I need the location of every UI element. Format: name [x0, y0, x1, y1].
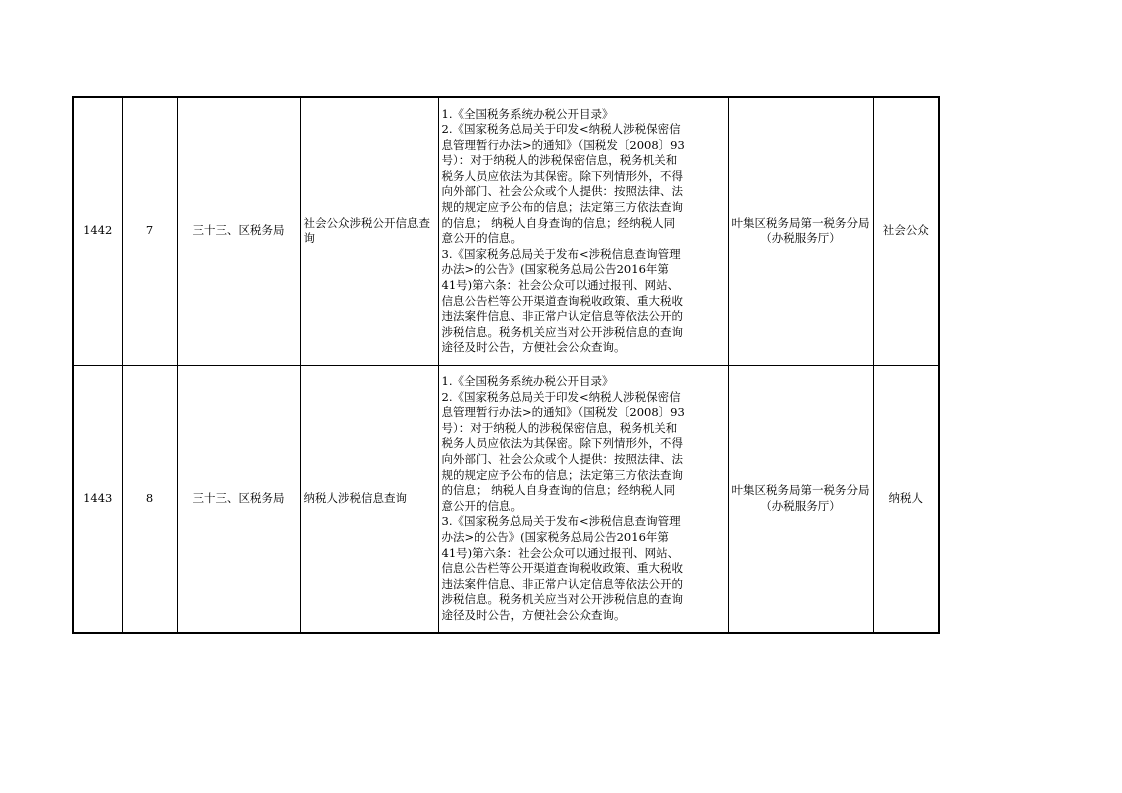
basis-line: 的信息； 纳税人自身查询的信息；经纳税人同: [441, 483, 676, 498]
basis-line: 途径及时公告，方便社会公众查询。: [441, 607, 626, 622]
basis-line: 1.《全国税务系统办税公开目录》: [441, 374, 614, 388]
basis-line: 违法案件信息、非正常户认定信息等依法公开的: [441, 576, 683, 591]
department-cell: 三十三、区税务局: [177, 365, 300, 633]
basis-line: 息管理暂行办法>的通知》（国税发〔2008〕93: [441, 137, 685, 152]
basis-line: 涉税信息。税务机关应当对公开涉税信息的查询: [441, 324, 683, 339]
basis-line: 税务人员应依法为其保密。除下列情形外，不得: [441, 168, 683, 183]
legal-basis-cell: [438, 365, 728, 633]
basis-line: 违法案件信息、非正常户认定信息等依法公开的: [441, 309, 683, 324]
basis-line: 税务人员应依法为其保密。除下列情形外，不得: [441, 436, 683, 451]
basis-line: 信息公告栏等公开渠道查询税收政策、重大税收: [441, 293, 683, 308]
handling-office-cell: 叶集区税务局第一税务分局（办税服务厅）: [728, 97, 873, 365]
department-cell: 三十三、区税务局: [177, 97, 300, 365]
table-row: [73, 97, 939, 365]
basis-line: 号）：对于纳税人的涉税保密信息，税务机关和: [441, 420, 678, 435]
basis-line: 意公开的信息。: [441, 498, 522, 513]
sequence-cell: 8: [122, 365, 177, 633]
target-audience-cell: 纳税人: [873, 365, 939, 633]
basis-line: 41号)第六条：社会公众可以通过报刊、网站、: [441, 545, 680, 560]
basis-line: 41号)第六条：社会公众可以通过报刊、网站、: [441, 278, 680, 293]
basis-line: 意公开的信息。: [441, 231, 522, 246]
target-audience-cell: 社会公众: [873, 97, 939, 365]
basis-line: 规的规定应予公布的信息；法定第三方依法查询: [441, 200, 683, 215]
basis-line: 息管理暂行办法>的通知》（国税发〔2008〕93: [441, 405, 685, 420]
basis-line: 途径及时公告，方便社会公众查询。: [441, 340, 626, 355]
basis-line: 涉税信息。税务机关应当对公开涉税信息的查询: [441, 592, 683, 607]
basis-line: 办法>的公告》(国家税务总局公告2016年第: [441, 529, 669, 544]
service-list-table: [72, 96, 940, 634]
basis-line: 2.《国家税务总局关于印发<纳税人涉税保密信: [441, 389, 681, 404]
basis-line: 规的规定应予公布的信息；法定第三方依法查询: [441, 467, 683, 482]
basis-line: 办法>的公告》(国家税务总局公告2016年第: [441, 262, 669, 277]
item-name-cell: 社会公众涉税公开信息查询: [300, 97, 438, 365]
item-name-cell: 纳税人涉税信息查询: [300, 365, 438, 633]
table-row: [73, 365, 939, 633]
basis-line: 的信息； 纳税人自身查询的信息；经纳税人同: [441, 215, 676, 230]
basis-line: 2.《国家税务总局关于印发<纳税人涉税保密信: [441, 122, 681, 137]
basis-line: 3.《国家税务总局关于发布<涉税信息查询管理: [441, 514, 681, 529]
handling-office-cell: 叶集区税务局第一税务分局（办税服务厅）: [728, 365, 873, 633]
basis-line: 1.《全国税务系统办税公开目录》: [441, 106, 614, 121]
basis-line: 向外部门、社会公众或个人提供：按照法律、法: [441, 451, 683, 466]
serial-number-cell: 1443: [73, 365, 122, 633]
legal-basis-cell: [438, 97, 728, 365]
serial-number-cell: 1442: [73, 97, 122, 365]
basis-line: 向外部门、社会公众或个人提供：按照法律、法: [441, 184, 683, 199]
sequence-cell: 7: [122, 97, 177, 365]
basis-line: 信息公告栏等公开渠道查询税收政策、重大税收: [441, 561, 683, 576]
basis-line: 号）：对于纳税人的涉税保密信息，税务机关和: [441, 153, 678, 168]
basis-line: 3.《国家税务总局关于发布<涉税信息查询管理: [441, 246, 681, 261]
